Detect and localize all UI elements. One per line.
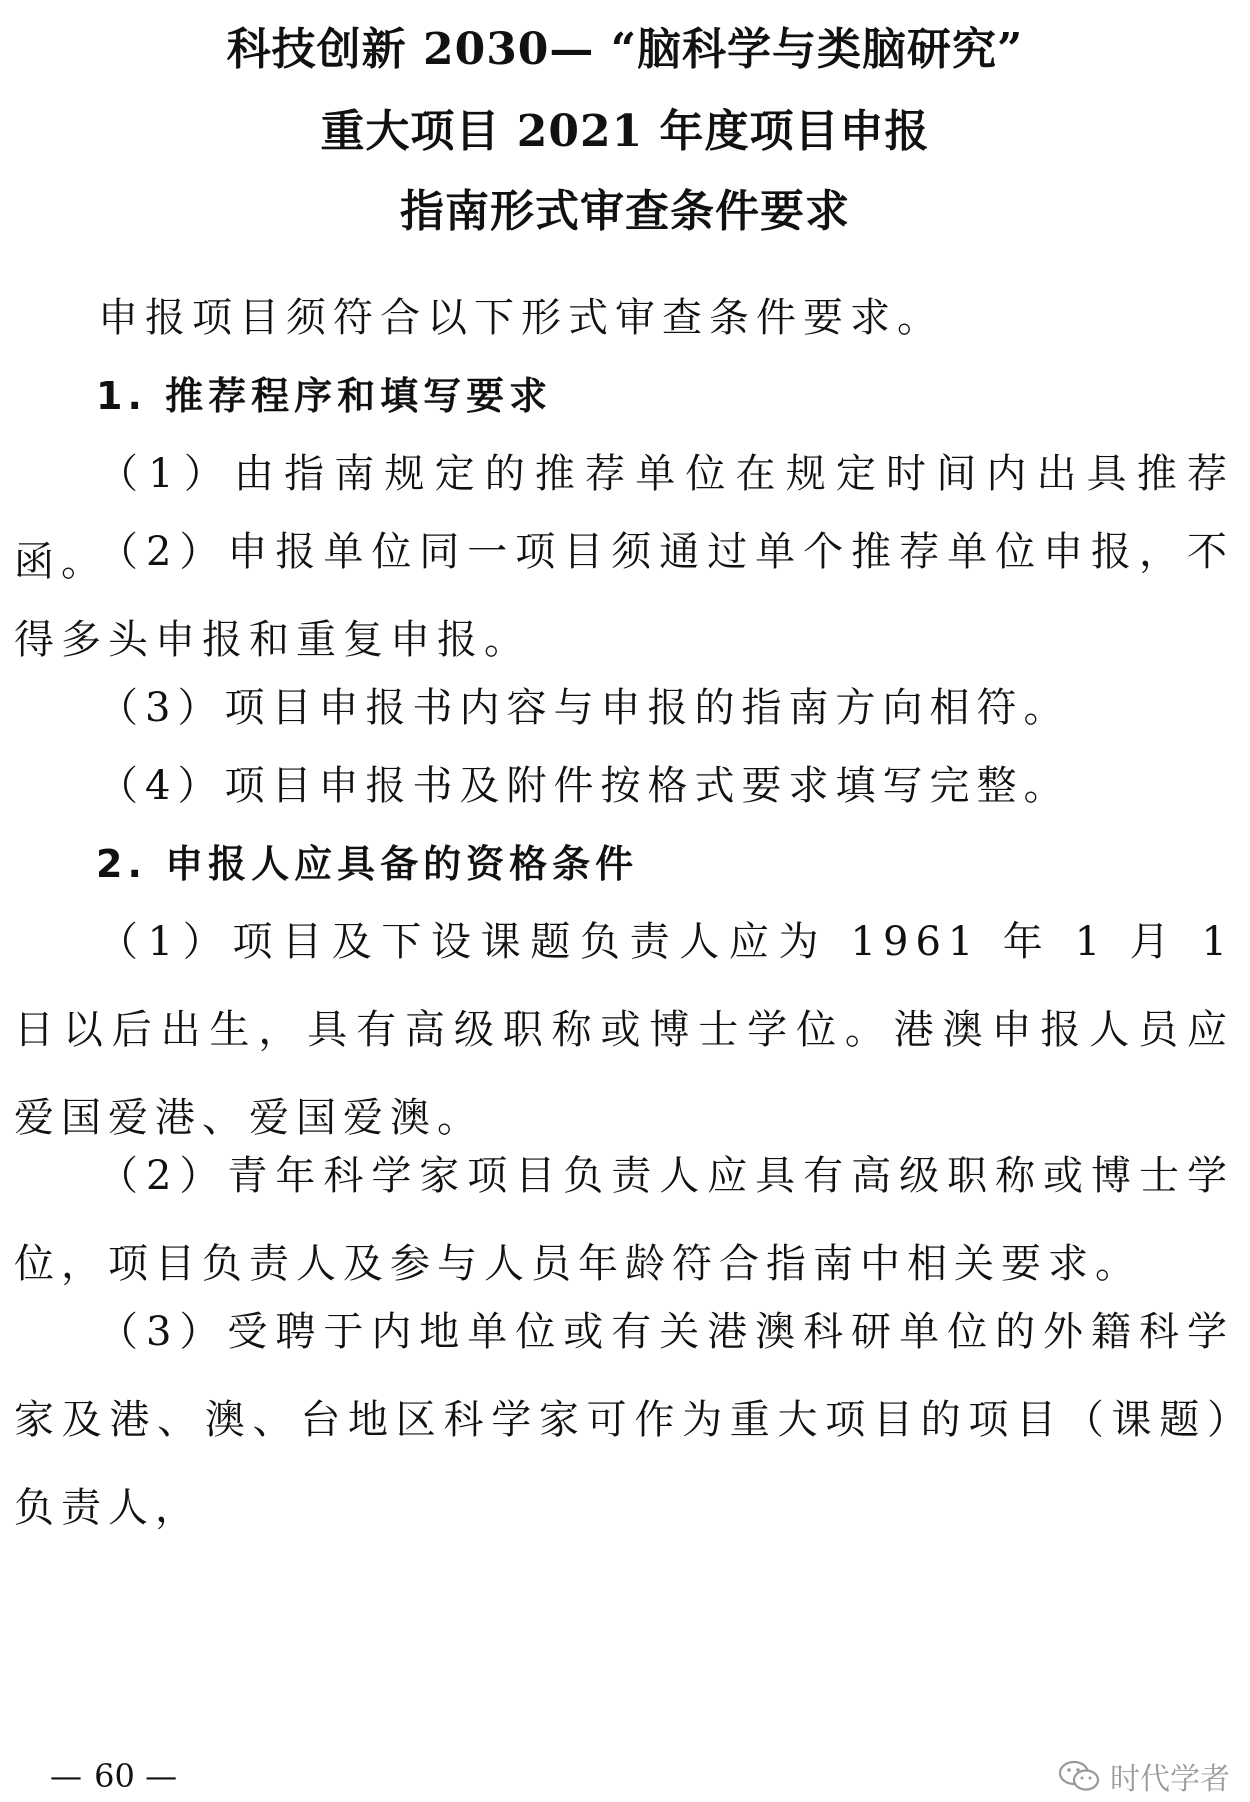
section-2-item-2: （2）青年科学家项目负责人应具有高级职称或博士学位，项目负责人及参与人员年龄符合指南中相关要求。 <box>14 1153 1234 1287</box>
intro-paragraph: 申报项目须符合以下形式审查条件要求。 <box>98 295 944 341</box>
title-line-2: 重大项目 2021 年度项目申报 <box>320 106 930 157</box>
section-2-item-1: （1）项目及下设课题负责人应为 1961 年 1 月 1 日以后出生，具有高级职称或博士学位。港澳申报人员应爱国爱港、爱国爱澳。 <box>14 919 1234 1141</box>
wechat-icon <box>1058 1759 1102 1793</box>
section-2-heading: 2. 申报人应具备的资格条件 <box>96 842 639 886</box>
footer-dash-right: — <box>145 1757 180 1795</box>
section-1-item-4: （4）项目申报书及附件按格式要求填写完整。 <box>98 763 1071 809</box>
title-line-3: 指南形式审查条件要求 <box>400 186 850 237</box>
section-1-item-3: （3）项目申报书内容与申报的指南方向相符。 <box>98 685 1071 731</box>
section-1-item-2: （2）申报单位同一项目须通过单个推荐单位申报，不得多头申报和重复申报。 <box>14 529 1234 663</box>
section-2-item-3: （3）受聘于内地单位或有关港澳科研单位的外籍科学家及港、澳、台地区科学家可作为重大项目的项目（课题）负责人， <box>14 1309 1234 1531</box>
watermark-text: 时代学者 <box>1110 1762 1230 1797</box>
title-line-1: 科技创新 2030— “脑科学与类脑研究” <box>226 24 1024 75</box>
page-number: 60 <box>94 1757 135 1795</box>
page-number-footer <box>50 1758 179 1794</box>
section-1-item-1: （1）由指南规定的推荐单位在规定时间内出具推荐函。 <box>14 451 1234 585</box>
section-1-heading: 1. 推荐程序和填写要求 <box>96 374 553 418</box>
watermark <box>1058 1758 1230 1797</box>
footer-dash-left: — <box>50 1757 84 1795</box>
